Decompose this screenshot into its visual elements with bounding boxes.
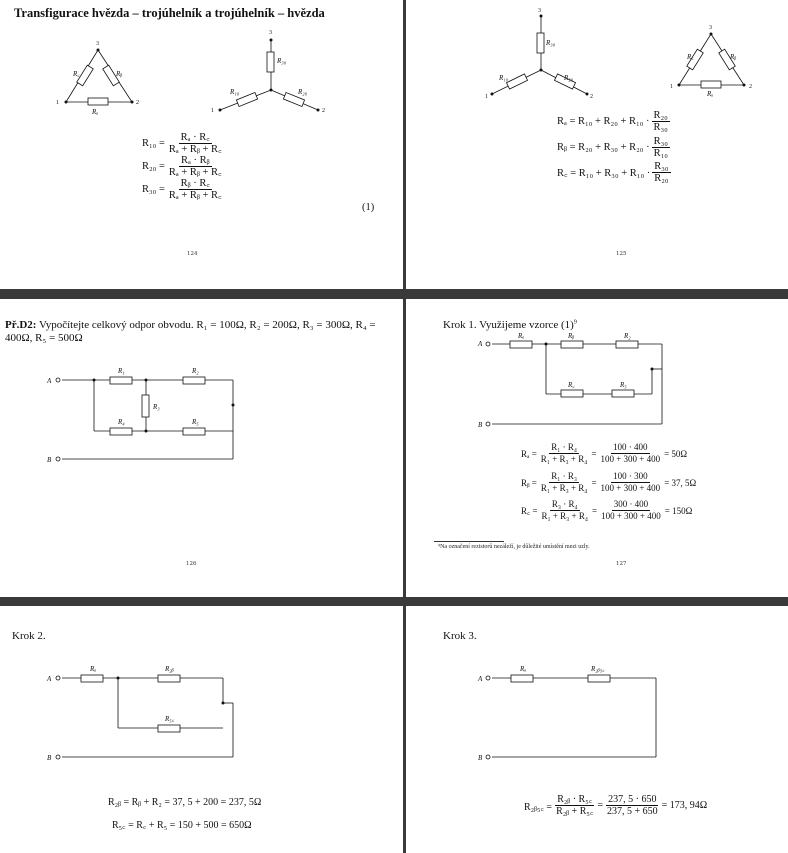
svg-text:1: 1 [670,84,673,90]
slide-125 [406,0,788,289]
slide-128 [0,606,403,853]
star-triangle-circuits [406,0,788,110]
svg-text:1: 1 [485,94,488,100]
svg-text:A: A [478,675,483,683]
slide-124 [0,0,403,289]
eq-r5c: R₅꜀ = R꜀ + R₅ = 150 + 500 = 650Ω [112,820,252,831]
svg-text:A: A [478,340,483,348]
svg-text:R꜀: R꜀ [687,53,694,61]
svg-text:R₃₀: R₃₀ [546,39,556,47]
eq-r20: R₂₀ = $\frac{\text{Rₐ · Rᵦ}}{\text{Rₐ + Rᵦ + R꜀}}$ [142,155,222,178]
eq-step1-rc: R꜀ = $\frac{\text{R₃ · R₄}}{\text{R₁ + R₃ + R₄}}$ = $\frac{300 \cdot 400}{100 + 300 + 400}$ = 150Ω [521,499,693,521]
svg-text:R₁: R₁ [118,367,125,375]
svg-text:Rᵦ: Rᵦ [730,53,737,61]
horizontal-divider-1 [0,289,788,299]
svg-text:Rₐ: Rₐ [90,665,97,673]
svg-text:R₂: R₂ [624,332,631,340]
page-number: 124 [187,251,198,257]
circuit-diagram [0,661,403,771]
circuit-diagram [406,661,788,771]
page-number: 126 [186,561,197,567]
star-node-2: 2 [322,108,325,114]
svg-text:R₅꜀: R₅꜀ [165,715,175,723]
svg-text:Rₐ: Rₐ [518,332,525,340]
svg-text:B: B [47,456,52,464]
svg-text:R₄: R₄ [118,418,125,426]
eq-rc: R꜀ = R₁₀ + R₃₀ + R₁₀ · $\frac{\text{R₃₀}}{\text{R₂₀}}$ [557,161,669,184]
svg-text:B: B [478,754,483,762]
slide-127 [406,299,788,597]
tri-node-3: 3 [96,41,99,47]
page-number: 127 [616,561,627,567]
svg-text:R₂: R₂ [192,367,199,375]
horizontal-divider-2 [0,597,788,606]
slide-126 [0,299,403,597]
star-node-3: 3 [269,30,272,36]
svg-text:3: 3 [538,8,541,14]
star-label-r30: R₃₀ [277,57,287,65]
eq-r2b5c: R₂ᵦ₅꜀ = $\frac{\text{R₂ᵦ · R₅꜀}}{\text{R₂ᵦ + R₅꜀}}$ = $\frac{237, 5 \cdot 650}{237, 5 + 650}$ = 173, 94Ω [524,794,708,817]
svg-text:B: B [47,754,52,762]
svg-text:Rᵦ: Rᵦ [568,332,575,340]
svg-text:R₁₀: R₁₀ [499,74,509,82]
svg-text:2: 2 [590,94,593,100]
svg-text:R₅: R₅ [192,418,199,426]
equation-number: (1) [362,202,375,213]
svg-text:R₂₀: R₂₀ [564,74,574,82]
eq-step1-rb: Rᵦ = $\frac{\text{R₁ · R₃}}{\text{R₁ + R₃ + R₄}}$ = $\frac{100 \cdot 300}{100 + 300 + 400}$ = 37, 5Ω [521,471,697,493]
eq-rb: Rᵦ = R₂₀ + R₃₀ + R₂₀ · $\frac{\text{R₃₀}}{\text{R₁₀}}$ [557,136,668,159]
svg-text:R₅: R₅ [620,381,627,389]
svg-text:B: B [478,421,483,429]
tri-node-2: 2 [136,100,139,106]
eq-ra: Rₐ = R₁₀ + R₂₀ + R₁₀ · $\frac{\text{R₂₀}}{\text{R₃₀}}$ [557,110,668,133]
eq-r10: R₁₀ = $\frac{\text{Rₐ · R꜀}}{\text{Rₐ + Rᵦ + R꜀}}$ [142,132,222,155]
svg-text:R₂ᵦ₅꜀: R₂ᵦ₅꜀ [591,665,605,673]
slide-title: Transfigurace hvězda – trojúhelník a trojúhelník – hvězda [14,6,325,20]
eq-r2b: R₂ᵦ = Rᵦ + R₂ = 37, 5 + 200 = 237, 5Ω [108,797,262,808]
tri-label-ra: Rₐ [92,108,99,116]
slide-title: Krok 2. [12,630,46,642]
star-node-1: 1 [211,108,214,114]
slide-title: Krok 3. [443,630,477,642]
slide-title: Krok 1. Využijeme vzorce $(1)^9$ [443,319,577,331]
circuit-diagram [0,359,403,489]
eq-r30: R₃₀ = $\frac{\text{Rᵦ · R꜀}}{\text{Rₐ + Rᵦ + R꜀}}$ [142,178,222,201]
tri-node-1: 1 [56,100,59,106]
svg-text:R꜀: R꜀ [568,381,575,389]
tri-label-rc: R꜀ [73,70,80,78]
svg-text:3: 3 [709,25,712,31]
tri-label-rb: Rᵦ [116,70,123,78]
footnote: ⁹Na označení rezistorů nezáleží, je důležité umístění mezi uzly. [438,544,590,550]
page-number: 125 [616,251,627,257]
footnote-rule [434,541,504,542]
svg-text:A: A [47,675,52,683]
circuit-diagram [406,331,788,441]
svg-text:Rₐ: Rₐ [707,90,714,98]
svg-text:2: 2 [749,84,752,90]
svg-text:R₂ᵦ: R₂ᵦ [165,665,174,673]
star-label-r10: R₁₀ [230,88,240,96]
svg-text:R₃: R₃ [153,403,160,411]
svg-text:Rₐ: Rₐ [520,665,527,673]
star-label-r20: R₂₀ [298,88,308,96]
slide-129 [406,606,788,853]
svg-text:A: A [47,377,52,385]
slide-title: Př.D2: Vypočítejte celkový odpor obvodu. R₁ = 100Ω, R₂ = 200Ω, R₃ = 300Ω, R₄ = 400Ω, R₅ = 500Ω [5,319,376,344]
eq-step1-ra: Rₐ = $\frac{\text{R₁ · R₄}}{\text{R₁ + R₃ + R₄}}$ = $\frac{100 \cdot 400}{100 + 300 + 400}$ = 50Ω [521,442,688,464]
